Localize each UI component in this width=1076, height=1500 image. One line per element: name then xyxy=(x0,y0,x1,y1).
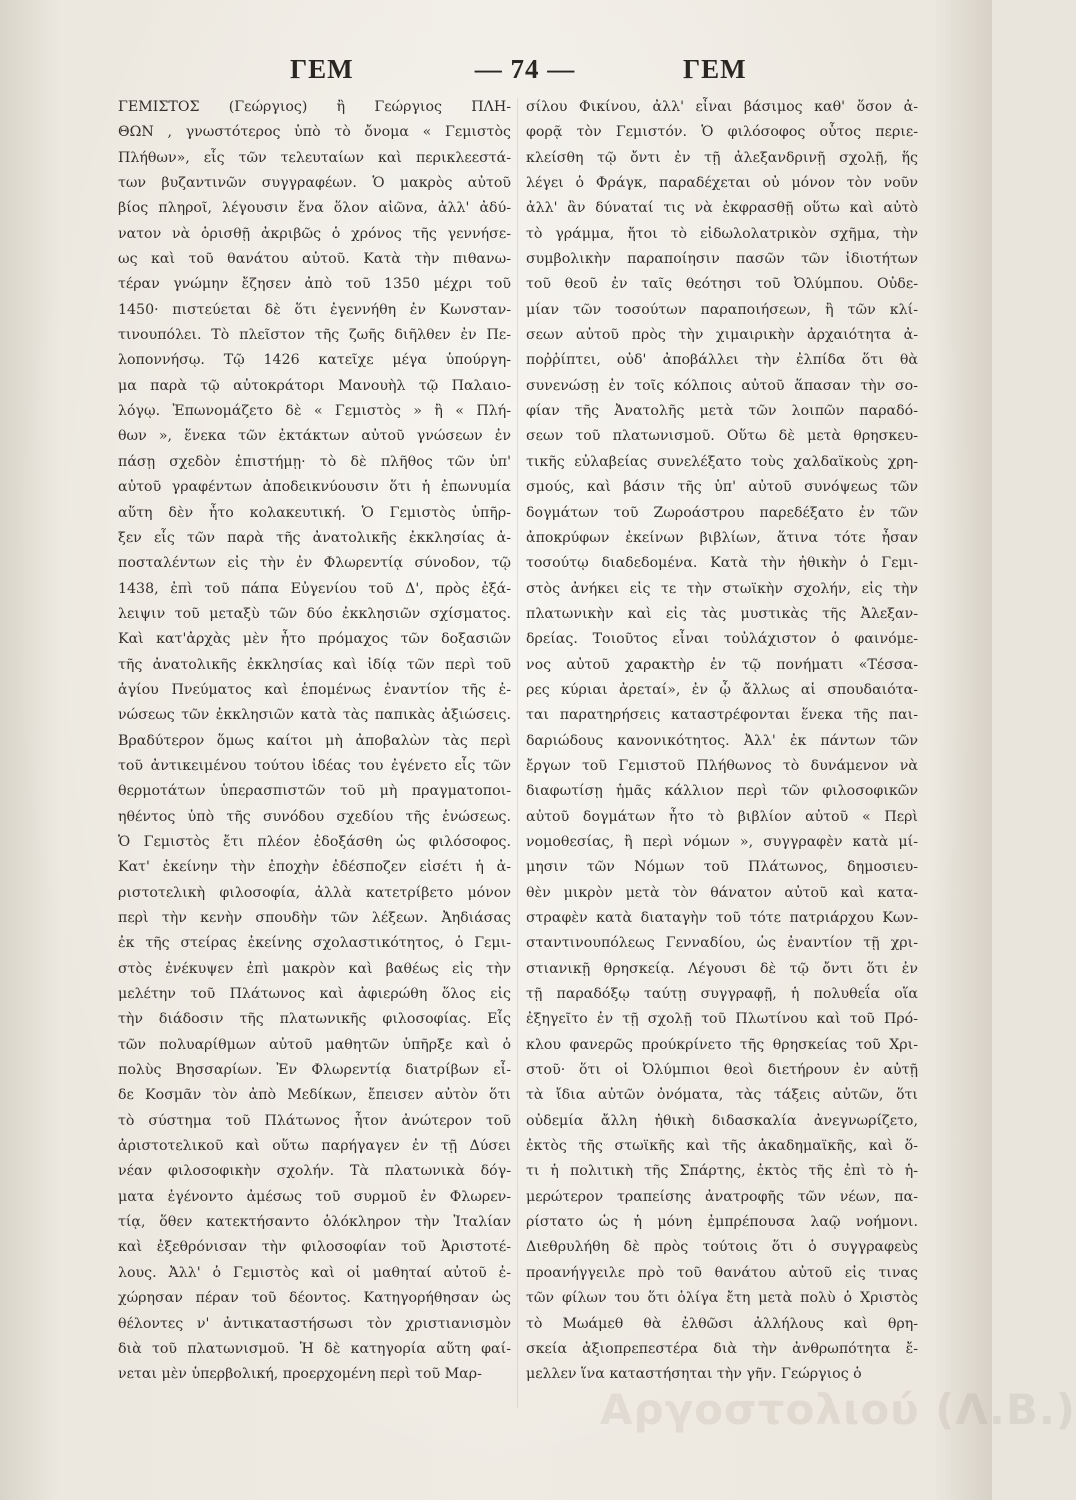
left-text-column xyxy=(118,95,511,1388)
text-line: διαφωτίσῃ ἡμᾶς κάλλιον περὶ τῶν φιλοσοφικῶν xyxy=(526,783,918,800)
text-line: λειψιν τοῦ μεταξὺ τῶν δύο ἐκκλησιῶν σχίσματος. xyxy=(118,605,511,622)
text-line: μησιν τῶν Νόμων τοῦ Πλάτωνος, δημοσιευ- xyxy=(526,859,918,876)
text-line: Κατ' ἐκείνην τὴν ἐποχὴν ἐδέσποζεν εἰσέτι ἡ ἀ- xyxy=(118,859,511,876)
text-line: μελλεν ἵνα καταστήσηται τὴν γῆν. Γεώργιος ὁ xyxy=(526,1366,862,1383)
text-line: τὸ Μωάμεθ θὰ ἐλθῶσι ἀλλήλους καὶ θρη- xyxy=(526,1315,918,1332)
text-line: στοῦ· ὅτι οἱ Ὀλύμπιοι θεοὶ διετήρουν ἐν αὐτῇ xyxy=(526,1062,918,1079)
text-line: αὐτοῦ δογμάτων ἦτο τὸ βιβλίον αὐτοῦ « Περὶ xyxy=(526,808,918,825)
text-line: ρίστατο ὡς ἡ μόνη ἐμπρέπουσα λαῷ νοήμονι. xyxy=(526,1214,918,1231)
text-line: νομοθεσίας, ἢ περὶ νόμων », συγγραφὲν κατὰ μί- xyxy=(526,833,918,850)
text-line: ποῤῥίπτει, οὐδ' ἀποβάλλει τὴν ἐλπίδα ὅτι θὰ xyxy=(526,352,918,369)
text-line: τῶν φίλων του ὅτι ὀλίγα ἔτη μετὰ πολὺ ὁ Χριστὸς xyxy=(526,1290,918,1307)
text-line: συμβολικὴν παραποίησιν πασῶν τῶν ἰδιοτήτων xyxy=(526,251,918,268)
text-line: ται παρατηρήσεις καταστρέφονται ἕνεκα τῆς παι- xyxy=(526,707,918,724)
running-head-right: ΓΕΜ xyxy=(683,54,747,84)
text-line: μελέτην τοῦ Πλάτωνος καὶ ἀφιερώθη ὅλος εἰς xyxy=(118,986,511,1003)
text-line: τῇ παραδόξῳ ταύτῃ συγγραφῇ, ἡ πολυθεΐα οἵα xyxy=(526,986,918,1003)
text-line: θερμοτάτων ὑπερασπιστῶν τοῦ μὴ πραγματοποι- xyxy=(118,783,511,800)
text-line: νατον νὰ ὁρισθῇ ἀκριβῶς ὁ χρόνος τῆς γεννήσε- xyxy=(118,225,511,242)
text-line: δρείας. Τοιοῦτος εἶναι τοὐλάχιστον ὁ φαινόμε- xyxy=(526,631,918,648)
text-line: κλείσθη τῷ ὄντι ἐν τῇ ἀλεξανδρινῇ σχολῇ, ἥς xyxy=(526,149,918,166)
text-line: Ὁ Γεμιστὸς ἔτι πλέον ἐδοξάσθη ὡς φιλόσοφος. xyxy=(118,833,511,850)
text-line: ριστοτελικὴ φιλοσοφία, ἀλλὰ κατετρίβετο μόνον xyxy=(118,884,511,901)
text-line: νεται μὲν ὑπερβολική, προερχομένη περὶ τοῦ Μαρ- xyxy=(118,1366,482,1383)
text-line: τινουπόλει. Τὸ πλεῖστον τῆς ζωῆς διῆλθεν ἐν Πε- xyxy=(118,327,511,344)
text-line: ΘΩΝ , γνωστότερος ὑπὸ τὸ ὄνομα « Γεμιστὸς xyxy=(118,124,511,141)
text-line: Πλήθων», εἷς τῶν τελευταίων καὶ περικλεεστά- xyxy=(118,149,511,166)
text-line: συνενώσῃ ἐν τοῖς κόλποις αὐτοῦ ἅπασαν τὴν σο- xyxy=(526,377,918,394)
text-line: 1438, ἐπὶ τοῦ πάπα Εὐγενίου τοῦ Δ', πρὸς ἐξά- xyxy=(118,580,511,597)
text-line: σκεία ἀξιοπρεπεστέρα διὰ τὴν ἀνθρωπότητα ἔ- xyxy=(526,1340,918,1357)
library-watermark: Αργοστολιού (Λ.Β.) xyxy=(600,1385,1076,1434)
text-line: δε Κοσμᾶν τὸν ἀπὸ Μεδίκων, ἔπεισεν αὐτὸν ὅτι xyxy=(118,1087,511,1104)
text-line: των βυζαντινῶν συγγραφέων. Ὁ μακρὸς αὐτοῦ xyxy=(118,175,511,192)
text-line: τίᾳ, ὅθεν κατεκτήσαντο ὁλόκληρον τὴν Ἰταλίαν xyxy=(118,1214,511,1231)
text-line: ἀριστοτελικοῦ καὶ οὕτω παρήγαγεν ἐν τῇ Δύσει xyxy=(118,1138,511,1155)
text-line: Διεθρυλήθη δὲ πρὸς τούτοις ὅτι ὁ συγγραφεὺς xyxy=(526,1239,918,1256)
text-line: στιανικῇ θρησκείᾳ. Λέγουσι δὲ τῷ ὄντι ὅτι ἐν xyxy=(526,960,918,977)
text-line: σταντινουπόλεως Γενναδίου, ὡς ἐναντίον τῇ χρι- xyxy=(526,935,918,952)
text-line: φίαν τῆς Ἀνατολῆς μετὰ τῶν λοιπῶν παραδό- xyxy=(526,403,918,420)
text-line: θὲν μικρὸν μετὰ τὸν θάνατον αὐτοῦ καὶ κατα- xyxy=(526,884,918,901)
text-line: μερώτερον τραπείσης ἀνατροφῆς τῶν νέων, πα- xyxy=(526,1188,918,1205)
text-line: περὶ τὴν κενὴν σπουδὴν τῶν λέξεων. Ἀηδιάσας xyxy=(118,910,511,926)
right-text-column xyxy=(526,95,918,1388)
text-line: τοῦ ἀντικειμένου τούτου ἰδέας του ἐγένετο εἷς τῶν xyxy=(118,757,511,774)
text-line: ΓΕΜΙΣΤΟΣ (Γεώργιος) ἢ Γεώργιος ΠΛΗ- xyxy=(118,99,511,115)
text-line: τὸ γράμμα, ἤτοι τὸ εἰδωλολατρικὸν σχῆμα, τὴν xyxy=(526,225,918,242)
text-line: μα παρὰ τῷ αὐτοκράτορι Μανουὴλ τῷ Παλαιο- xyxy=(118,377,511,394)
text-line: τοῦ θεοῦ ἐν ταῖς θεότησι τοῦ Ὀλύμπου. Οὐδε- xyxy=(526,276,918,293)
text-line: προανήγγειλε πρὸ τοῦ θανάτου αὐτοῦ εἰς τινας xyxy=(526,1264,918,1281)
text-line: πάσῃ σχεδὸν ἐπιστήμῃ· τὸ δὲ πλῆθος τῶν ὑπ' xyxy=(118,453,511,470)
text-line: θέλοντες ν' ἀντικαταστήσωσι τὸν χριστιανισμὸν xyxy=(118,1315,511,1332)
text-line: ἀποκρύφων ἐκείνων βιβλίων, ἅτινα τότε ἦσαν xyxy=(526,529,918,546)
text-line: νέαν φιλοσοφικὴν σχολήν. Τὰ πλατωνικὰ δόγ- xyxy=(118,1163,511,1180)
text-line: σμούς, καὶ βάσιν τῆς ὑπ' αὐτοῦ συνόψεως τῶν xyxy=(526,479,918,496)
text-line: πλατωνικὴν καὶ εἰς τὰς μυστικὰς τῆς Ἀλεξαν- xyxy=(526,605,918,622)
text-line: ἔργων τοῦ Γεμιστοῦ Πλήθωνος τὸ δυνάμενον νὰ xyxy=(526,757,918,774)
text-line: ματα ἐγένοντο ἀμέσως τοῦ συρμοῦ ἐν Φλωρεν- xyxy=(118,1188,511,1205)
text-line: νος αὐτοῦ χαρακτὴρ ἐν τῷ πονήματι «Τέσσα- xyxy=(526,656,918,673)
text-line: ἁγίου Πνεύματος καὶ ἑπομένως ἐναντίον τῆς ἑ- xyxy=(118,681,511,698)
text-line: σίλου Φικίνου, ἀλλ' εἶναι βάσιμος καθ' ὅσον ἀ- xyxy=(526,99,918,115)
text-line: στραφὲν κατὰ διαταγὴν τοῦ τότε πατριάρχου Κων- xyxy=(526,910,918,926)
text-line: τοσούτῳ διαδεδομένα. Κατὰ τὴν ἠθικὴν ὁ Γεμι- xyxy=(526,555,918,572)
text-line: σεων αὐτοῦ πρὸς τὴν χιμαιρικὴν ἀρχαιότητα ἀ- xyxy=(526,327,918,344)
text-line: λοποννήσῳ. Τῷ 1426 κατεῖχε μέγα ὑπούργη- xyxy=(118,352,511,369)
text-line: τὰ ἴδια αὐτῶν ὀνόματα, τὰς τάξεις αὐτῶν, ὅτι xyxy=(526,1087,918,1104)
text-line: ξεν εἷς τῶν παρὰ τῆς ἀνατολικῆς ἐκκλησίας ἀ- xyxy=(118,529,511,546)
text-line: τῶν πολυαρίθμων αὐτοῦ μαθητῶν ὑπῆρξε καὶ ὁ xyxy=(118,1036,511,1053)
text-line: ηθέντος ὑπὸ τῆς συνόδου σχεδίου τῆς ἑνώσεως. xyxy=(118,808,511,825)
page-number: — 74 — xyxy=(474,54,576,84)
text-line: Βραδύτερον ὅμως καίτοι μὴ ἀποβαλὼν τὰς περὶ xyxy=(118,732,511,749)
text-line: Καὶ κατ'ἀρχὰς μὲν ἦτο πρόμαχος τῶν δοξασιῶν xyxy=(118,631,511,648)
text-line: ἀλλ' ἂν δύναταί τις νὰ ἐκφρασθῇ οὕτω καὶ αὐτὸ xyxy=(526,200,918,217)
text-line: αὐτοῦ γραφέντων ἀποδεικνύουσιν ὅτι ἡ ἐπωνυμία xyxy=(118,479,511,496)
text-line: θων », ἕνεκα τῶν ἐκτάκτων αὐτοῦ γνώσεων ἐν xyxy=(118,428,511,445)
text-line: μίαν τῶν τοσούτων παραποιήσεων, ἢ τῶν κλί- xyxy=(526,301,918,318)
text-line: λους. Ἀλλ' ὁ Γεμιστὸς καὶ οἱ μαθηταί αὐτοῦ ἐ- xyxy=(118,1264,511,1281)
running-head-left: ΓΕΜ xyxy=(290,54,354,84)
text-line: λόγῳ. Ἐπωνομάζετο δὲ « Γεμιστὸς » ἢ « Πλή- xyxy=(118,403,511,420)
text-line: οὐδεμία ἄλλη ἠθικὴ διδασκαλία ἀνεγνωρίζετο, xyxy=(526,1112,918,1129)
text-line: σεων τοῦ πλατωνισμοῦ. Οὕτω δὲ μετὰ θρησκευ- xyxy=(526,428,918,445)
text-line: ἐκτὸς τῆς στωϊκῆς καὶ τῆς ἀκαδημαϊκῆς, καὶ ὅ- xyxy=(526,1138,918,1155)
text-line: δογμάτων τοῦ Ζωροάστρου παρεδέξατο ἐν τῶν xyxy=(526,504,918,521)
text-line: στὸς ἐνέκυψεν ἐπὶ μακρὸν καὶ βαθέως εἰς τὴν xyxy=(118,960,511,977)
text-line: φορᾷ τὸν Γεμιστόν. Ὁ φιλόσοφος οὗτος περιε- xyxy=(526,124,918,141)
text-line: διὰ τοῦ πλατωνισμοῦ. Ἡ δὲ κατηγορία αὕτη φαί- xyxy=(118,1340,511,1357)
text-line: ἐξηγεῖτο ἐν τῇ σχολῇ τοῦ Πλωτίνου καὶ τοῦ Πρό- xyxy=(526,1011,918,1028)
text-line: τῆς ἀνατολικῆς ἐκκλησίας καὶ ἰδίᾳ τῶν περὶ τοῦ xyxy=(118,656,511,673)
text-line: κλου φανερῶς προύκρίνετο τῆς θρησκείας τοῦ Χρι- xyxy=(526,1036,918,1053)
text-line: νώσεως τῶν ἐκκλησιῶν κατὰ τὰς παπικὰς ἀξιώσεις. xyxy=(118,707,511,724)
text-line: τὸ σύστημα τοῦ Πλάτωνος ἦτον ἀνώτερον τοῦ xyxy=(118,1112,511,1129)
text-line: τὴν διάδοσιν τῆς πλατωνικῆς φιλοσοφίας. Εἷς xyxy=(118,1011,511,1028)
text-line: χώρησαν πέραν τοῦ δέοντος. Κατηγορήθησαν ὡς xyxy=(118,1290,511,1307)
text-line: ποσταλέντων εἰς τὴν ἐν Φλωρεντίᾳ σύνοδον, τῷ xyxy=(118,555,511,572)
text-line: καὶ ἐξεθρόνισαν τὴν φιλοσοφίαν τοῦ Ἀριστοτέ- xyxy=(118,1239,511,1256)
column-divider xyxy=(517,98,518,1408)
text-line: ρες κύριαι ἀρεταί», ἐν ᾧ ἄλλως αἱ σπουδαιότα- xyxy=(526,681,918,698)
text-line: τέραν γνώμην ἔζησεν ἀπὸ τοῦ 1350 μέχρι τοῦ xyxy=(118,276,511,293)
text-line: στὸς ἀνήκει εἰς τε τὴν στωϊκὴν σχολήν, εἰς τὴν xyxy=(526,580,918,597)
page-header xyxy=(0,54,992,94)
text-line: λέγει ὁ Φράγκ, παραδέχεται οὐ μόνον τὸν νοῦν xyxy=(526,175,918,192)
text-line: τικῆς εὐλαβείας συνελέξατο τοὺς χαλδαϊκοὺς χρη- xyxy=(526,453,918,470)
text-line: τι ἡ πολιτικὴ τῆς Σπάρτης, ἐκτὸς τῆς ἐπὶ τὸ ἡ- xyxy=(526,1163,918,1180)
text-line: 1450· πιστεύεται δὲ ὅτι ἐγεννήθη ἐν Κωνσταν- xyxy=(118,301,511,318)
text-line: ἐκ τῆς στείρας ἐκείνης σχολαστικότητος, ὁ Γεμι- xyxy=(118,935,511,952)
text-line: ως καὶ τοῦ θανάτου αὐτοῦ. Κατὰ τὴν πιθανω- xyxy=(118,251,511,268)
text-line: πολὺς Βησσαρίων. Ἐν Φλωρεντίᾳ διατρίβων εἶ- xyxy=(118,1062,511,1079)
text-line: βίος πληροῖ, λέγουσιν ἕνα ὅλον αἰῶνα, ἀλλ' ἀδύ- xyxy=(118,200,511,217)
text-line: δαριώδους κανονικότητος. Ἀλλ' ἐκ πάντων τῶν xyxy=(526,732,918,749)
text-line: αὕτη δὲν ἦτο κολακευτική. Ὁ Γεμιστὸς ὑπῆρ- xyxy=(118,504,511,521)
